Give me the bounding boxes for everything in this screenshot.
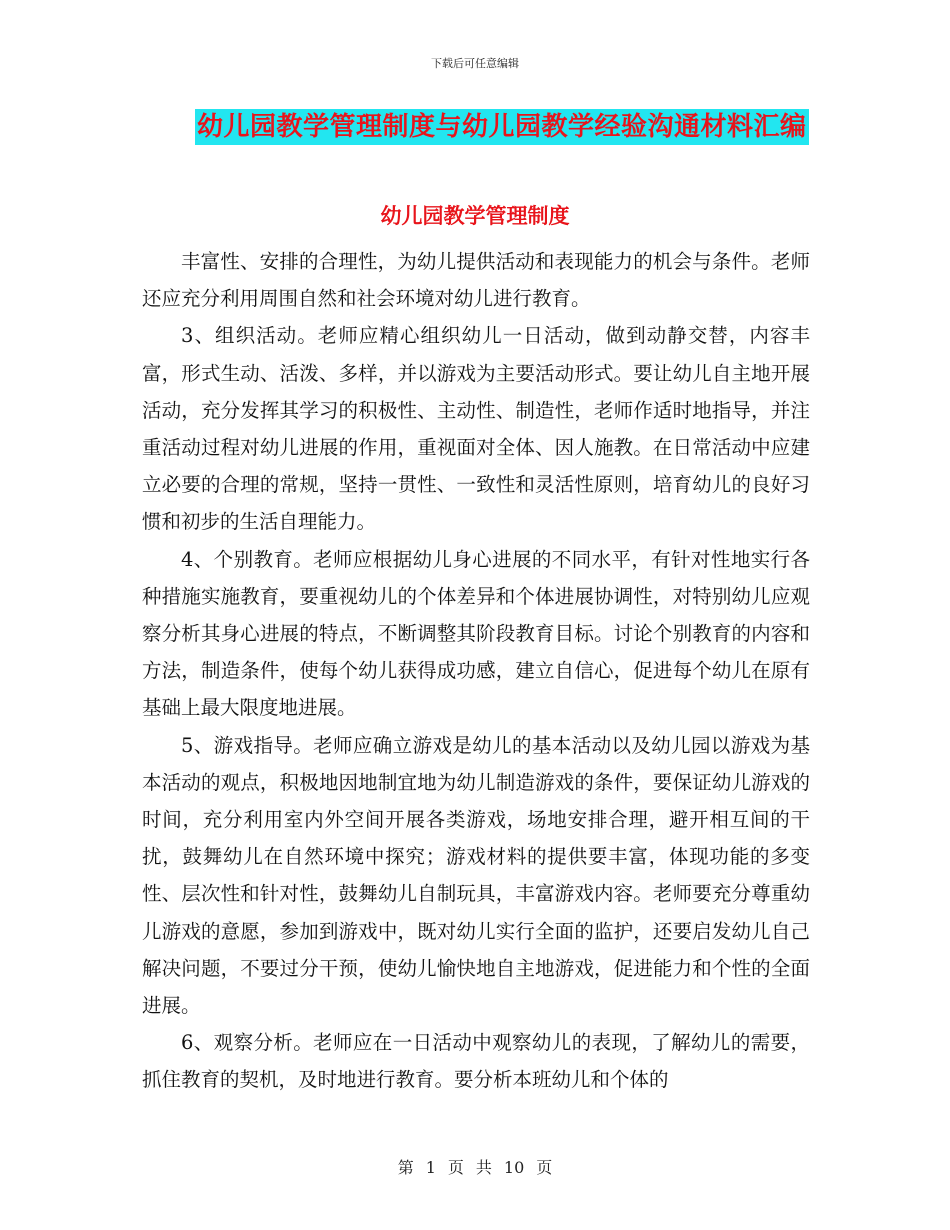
footer-total-prefix: 共 [475,1158,492,1177]
footer-total-unit: 页 [536,1158,553,1177]
footer-page-unit: 页 [447,1158,464,1177]
header-note: 下载后可任意编辑 [431,57,519,70]
paragraph-4: 5、游戏指导。老师应确立游戏是幼儿的基本活动以及幼儿园以游戏为基本活动的观点，积极地因地制宜地为幼儿制造游戏的条件，要保证幼儿游戏的时间，充分利用室内外空间开展各类游戏，场地安排合理，避开相互间的干扰，鼓舞幼儿在自然环境中探究；游戏材料的提供要丰富，体现功能的多变性、层次性和针对性，鼓舞幼儿自制玩具，丰富游戏内容。老师要充分尊重幼儿游戏的意愿，参加到游戏中，既对幼儿实行全面的监护，还要启发幼儿自己解决问题，不要过分干预，使幼儿愉快地自主地游戏，促进能力和个性的全面进展。 [142,733,810,1018]
footer-page-number: 1 [425,1158,436,1177]
section-title: 幼儿园教学管理制度 [380,204,570,228]
paragraph-1: 丰富性、安排的合理性，为幼儿提供活动和表现能力的机会与条件。老师还应充分利用周围自然和社会环境对幼儿进行教育。 [142,250,810,311]
paragraph-2: 3、组织活动。老师应精心组织幼儿一日活动，做到动静交替，内容丰富，形式生动、活泼、多样，并以游戏为主要活动形式。要让幼儿自主地开展活动，充分发挥其学习的积极性、主动性、制造性，老师作适时地指导，并注重活动过程对幼儿进展的作用，重视面对全体、因人施教。在日常活动中应建立必要的合理的常规，坚持一贯性、一致性和灵活性原则，培育幼儿的良好习惯和初步的生活自理能力。 [142,324,810,534]
footer-total-pages: 10 [503,1158,525,1177]
paragraph-3: 4、个别教育。老师应根据幼儿身心进展的不同水平，有针对性地实行各种措施实施教育，要重视幼儿的个体差异和个体进展协调性，对特别幼儿应观察分析其身心进展的特点，不断调整其阶段教育目标。讨论个别教育的内容和方法，制造条件，使每个幼儿获得成功感，建立自信心，促进每个幼儿在原有基础上最大限度地进展。 [142,547,810,720]
body-text [142,243,810,1099]
paragraph-5: 6、观察分析。老师应在一日活动中观察幼儿的表现，了解幼儿的需要，抓住教育的契机，及时地进行教育。要分析本班幼儿和个体的 [142,1031,810,1092]
page-footer [0,1155,950,1178]
footer-prefix: 第 [397,1158,414,1177]
document-title: 幼儿园教学管理制度与幼儿园教学经验沟通材料汇编 [195,109,809,145]
